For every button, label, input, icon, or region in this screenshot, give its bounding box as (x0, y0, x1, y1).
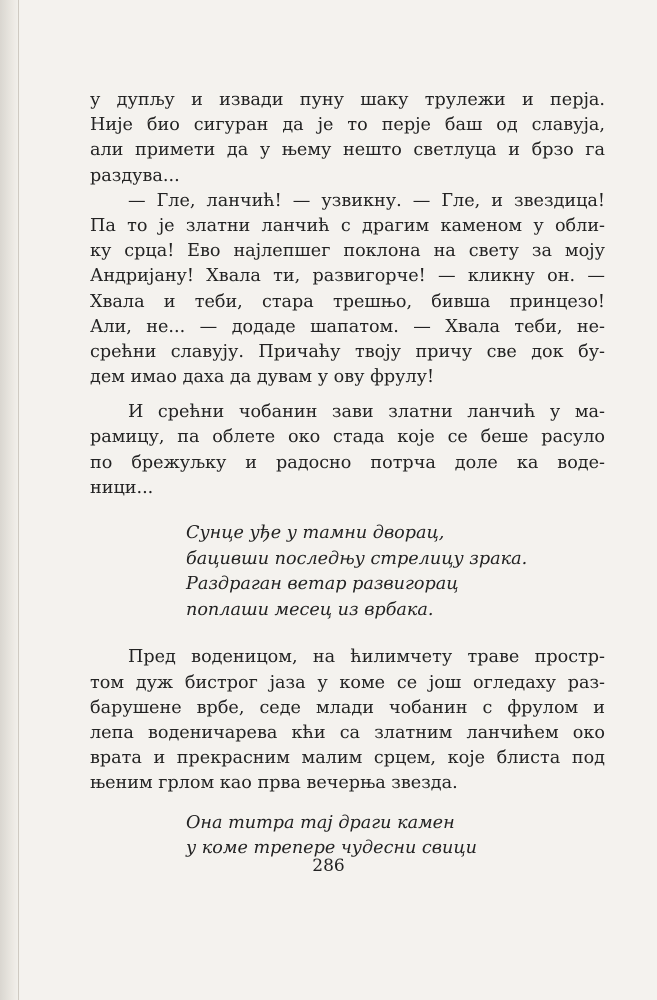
text-line: врата и прекрасним малим срцем, које блиста под (90, 748, 605, 769)
text-line: лепа воденичарева кћи са златним ланчићем око (90, 722, 605, 743)
text-line: Али, не... — додаде шапатом. — Хвала теби, не- (90, 316, 605, 337)
verse-stanza-1 (186, 521, 605, 623)
verse-line: у коме трепере чудесни свици (186, 838, 477, 859)
text-line: у дупљу и извади пуну шаку трулежи и перја. (90, 90, 605, 110)
verse-stanza-2 (186, 811, 605, 862)
text-line: Андријану! Хвала ти, развигорче! — кликну он. — (90, 266, 605, 287)
verse-line: Сунце уђе у тамни дворац, (186, 523, 445, 543)
text-line: И срећни чобанин зави златни ланчић у ма- (128, 402, 605, 423)
verse-line: Раздраган ветар развигорац (186, 574, 459, 595)
paragraph-3 (90, 400, 605, 501)
text-line: ници... (90, 477, 154, 498)
text-line: раздува... (90, 165, 180, 186)
paragraph-4 (90, 645, 605, 796)
text-line: срећни славују. Причаћу твоју причу све док бу- (90, 341, 605, 362)
text-line: Хвала и теби, стара трешњо, бивша принцезо! (90, 291, 605, 312)
verse-line: Она титра тај драги камен (186, 812, 455, 833)
text-line: Није био сигуран да је то перје баш од славуја, (90, 115, 605, 136)
verse-line: бацивши последњу стрелицу зрака. (186, 548, 528, 569)
verse-line: поплаши месец из врбака. (186, 599, 434, 620)
text-line: том дуж бистрог јаза у коме се још огледаху раз- (90, 672, 605, 693)
text-line: — Гле, ланчић! — узвикну. — Гле, и звездица! (128, 190, 605, 211)
text-line: дем имао даха да дувам у ову фрулу! (90, 367, 435, 388)
text-line: рамицу, па облете око стада које се беше расуло (90, 427, 605, 448)
text-line: по брежуљку и радосно потрча доле ка воде- (90, 452, 605, 473)
page-edge-line (18, 0, 19, 1000)
paragraph-1 (90, 88, 605, 189)
text-line: барушене врбе, седе млади чобанин с фрулом и (90, 697, 605, 718)
paragraph-2 (90, 189, 605, 391)
page-text (90, 88, 605, 862)
text-line: њеним грлом као прва вечерња звезда. (90, 773, 458, 794)
page-edge-shadow (0, 0, 20, 1000)
text-line: Па то је златни ланчић с драгим каменом у обли- (90, 215, 605, 236)
text-line: ку срца! Ево најлепшег поклона на свету за моју (90, 241, 605, 262)
text-line: Пред воденицом, на ћилимчету траве простр- (128, 647, 605, 668)
text-line: али примети да у њему нешто светлуца и брзо га (90, 140, 605, 161)
page-number: 286 (312, 856, 345, 876)
